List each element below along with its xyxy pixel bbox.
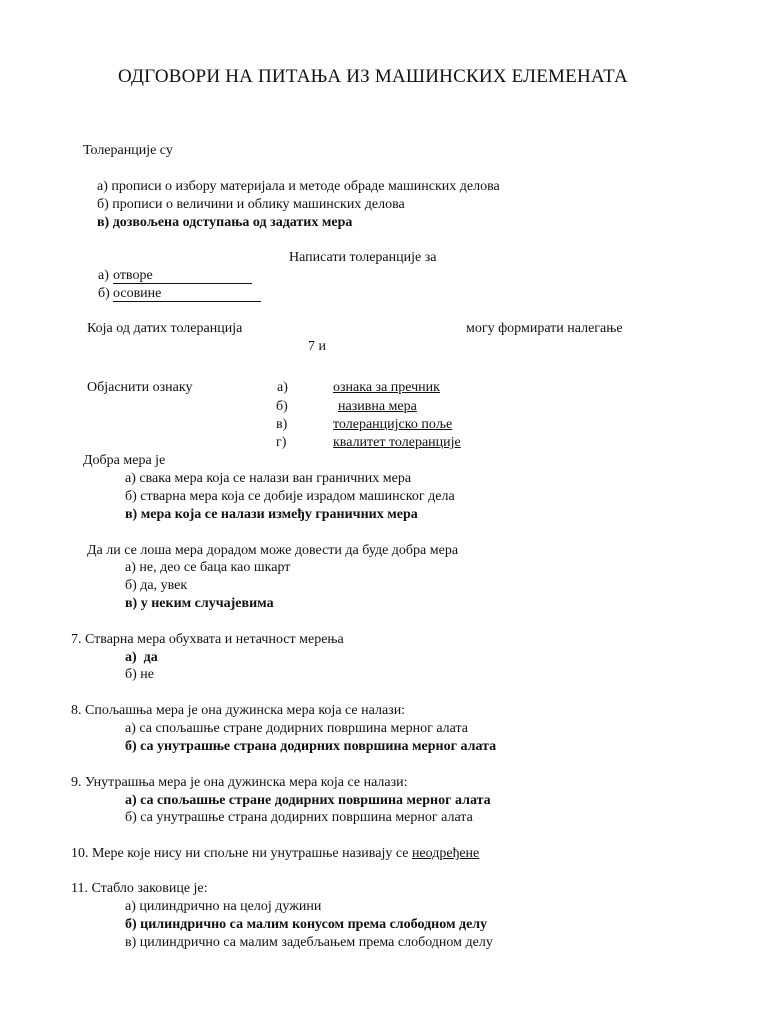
answer-a-label: а) bbox=[98, 268, 109, 283]
designation-letter-c: в) bbox=[276, 417, 288, 432]
answer-b-text: осовине bbox=[113, 286, 162, 301]
option-a: а) свака мера која се налази ван граничних мера bbox=[125, 471, 412, 486]
designation-letter-a: а) bbox=[277, 380, 288, 395]
answer-a-text: отворе bbox=[113, 268, 153, 283]
answer-a-blank-line bbox=[113, 283, 252, 284]
question-10 bbox=[71, 846, 479, 862]
option-a: а) цилиндрично на целој дужини bbox=[125, 899, 322, 914]
option-a: а) прописи о избору материјала и методе обраде машинских делова bbox=[97, 179, 500, 194]
option-b: б) стварна мера која се добије израдом машинског дела bbox=[125, 489, 455, 504]
option-a: а) са спољашње стране додирних површина мерног алата bbox=[125, 721, 468, 736]
designation-text-b: називна мера bbox=[338, 399, 417, 414]
option-b: б) да, увек bbox=[125, 578, 188, 593]
question-fit-left: Која од датих толеранција bbox=[87, 321, 243, 336]
option-a: а) не, део се баца као шкарт bbox=[125, 560, 291, 575]
question-11: 11. Стабло заковице је: bbox=[71, 881, 208, 896]
option-b-answer: б) са унутрашње страна додирних површина мерног алата bbox=[125, 739, 497, 754]
question-tolerances: Толеранције су bbox=[83, 143, 173, 158]
option-b: б) са унутрашње страна додирних површина мерног алата bbox=[125, 810, 473, 825]
designation-text-a: ознака за пречник bbox=[333, 380, 440, 395]
question-10-text: 10. Мере које нису ни спољне ни унутрашње називају се bbox=[71, 846, 412, 861]
option-b: б) прописи о величини и облику машинских делова bbox=[97, 197, 405, 212]
option-a-answer: а) да bbox=[125, 650, 158, 665]
option-c-answer: в) мера која се налази између граничних мера bbox=[125, 507, 418, 522]
question-write-tolerances: Написати толеранције за bbox=[289, 250, 437, 265]
question-bad-measure: Да ли се лоша мера дорадом може довести да буде добра мера bbox=[87, 543, 459, 558]
question-7: 7. Стварна мера обухвата и нетачност мерења bbox=[71, 632, 344, 647]
designation-letter-b: б) bbox=[276, 399, 288, 414]
question-explain-designation: Објаснити ознаку bbox=[87, 380, 193, 395]
document-title: ОДГОВОРИ НА ПИТАЊА ИЗ МАШИНСКИХ ЕЛЕМЕНАТА bbox=[118, 66, 628, 87]
question-9: 9. Унутрашња мера је она дужинска мера која се налази: bbox=[71, 775, 408, 790]
designation-letter-d: г) bbox=[276, 435, 287, 450]
question-fit-right: могу формирати налегање bbox=[466, 321, 623, 336]
option-a-answer: а) са спољашње стране додирних површина мерног алата bbox=[125, 793, 491, 808]
designation-text-c: толеранцијско поље bbox=[333, 417, 453, 432]
question-10-answer: неодређене bbox=[411, 846, 480, 861]
option-b: б) не bbox=[125, 667, 154, 682]
answer-b-label: б) bbox=[98, 286, 110, 301]
question-8: 8. Спољашња мера је она дужинска мера која се налази: bbox=[71, 703, 406, 718]
designation-text-d: квалитет толеранције bbox=[333, 435, 461, 450]
option-c: в) цилиндрично са малим задебљањем према слободном делу bbox=[125, 935, 493, 950]
answer-b-blank-line bbox=[113, 301, 261, 302]
question-fit-middle: 7 и bbox=[308, 339, 326, 354]
option-b-answer: б) цилиндрично са малим конусом према слободном делу bbox=[125, 917, 488, 932]
question-good-measure: Добра мера је bbox=[83, 453, 166, 468]
option-c-answer: в) дозвољена одступања од задатих мера bbox=[97, 215, 353, 230]
option-c-answer: в) у неким случајевима bbox=[125, 596, 274, 611]
